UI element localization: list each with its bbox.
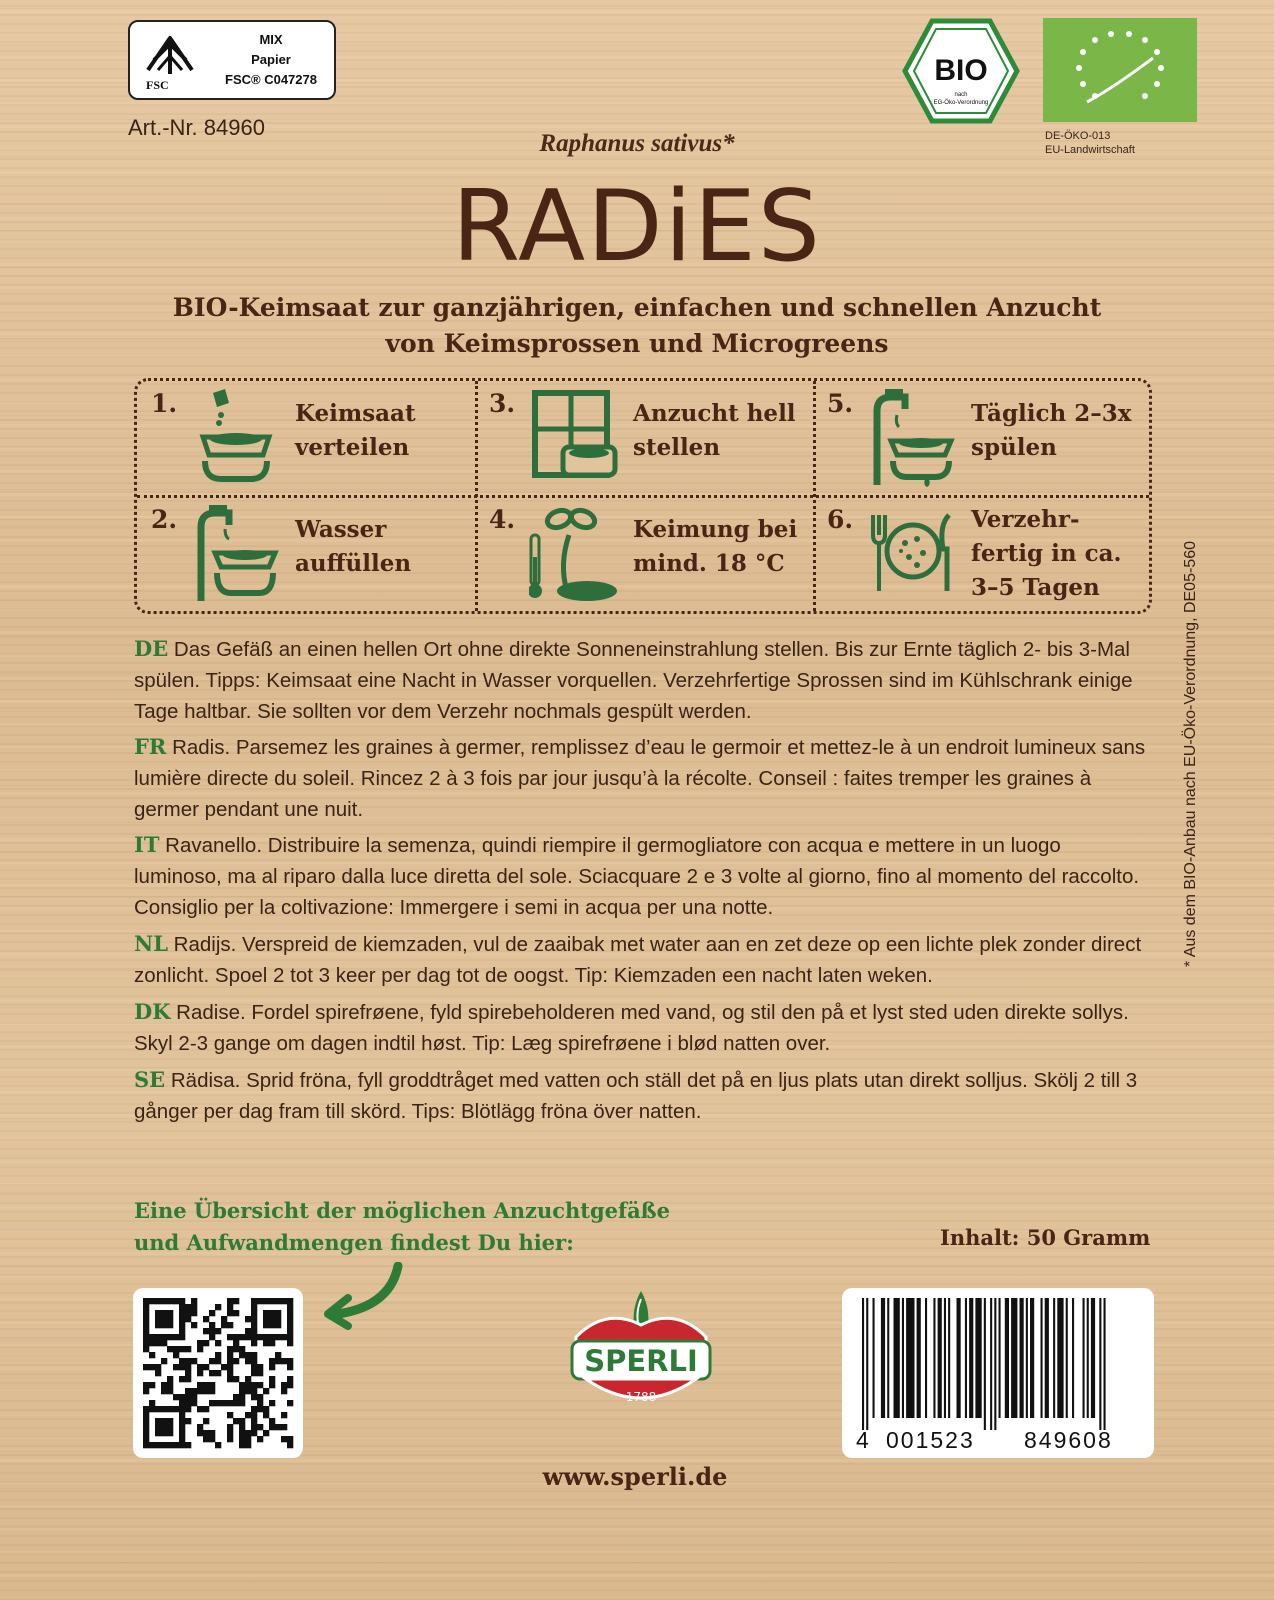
bio-seal-text: BIO [934,54,988,87]
arrow-icon [318,1262,408,1332]
step-6 [813,497,1151,612]
website-link[interactable]: www.sperli.de [542,1462,728,1491]
step-4 [475,497,813,612]
product-title: RADiES [452,170,822,284]
step-text: Wasser auffüllen [295,516,412,577]
overview-note-line1: Eine Übersicht der möglichen Anzuchtgefäße [134,1198,671,1223]
step-5 [813,381,1151,496]
barcode-digits-right: 849608 [1024,1427,1113,1453]
bio-seal-verordnung: EG-Öko-Verordnung [933,100,989,106]
lang-paragraph-fr [134,731,1154,825]
step-number: 6. [827,505,854,534]
window-bowl-icon [529,389,619,489]
barcode-bars-icon [842,1288,1154,1458]
lang-text: Ravanello. Distribuire la semenza, quindi riempire il germogliatore con acqua e mettere in un luogo luminoso, ma al riparo dalla luce diretta del sole. Sciacquare 2 e 3 volte al giorno, fino al momento del raccolto. Consiglio per la coltivazione: Immergere i semi in acqua per una notte. [134,834,1140,919]
step-text: Täglich 2–3x spülen [971,400,1132,461]
fsc-mix: MIX [259,32,283,47]
fsc-short: FSC [146,78,169,92]
step-2 [137,497,475,612]
barcode-digit-1: 4 [856,1427,869,1453]
step-text: Keimung bei mind. 18 °C [633,516,798,577]
bio-seal-icon [902,18,1020,124]
qr-code[interactable] [133,1288,303,1458]
barcode-digits-left: 001523 [886,1427,975,1453]
step-number: 2. [151,505,178,534]
latin-name: Raphanus sativus* [539,130,735,157]
barcode [842,1288,1154,1458]
article-number: Art.-Nr. 84960 [128,115,265,140]
fsc-label [128,20,336,100]
step-number: 5. [827,389,854,418]
lang-paragraph-dk [134,996,1154,1059]
lang-paragraph-it [134,829,1154,923]
step-3 [475,381,813,496]
step-1 [137,381,475,496]
step-text: Keimsaat verteilen [295,400,416,461]
steps-grid [134,378,1152,614]
eu-label-origin: EU-Landwirtschaft [1045,144,1135,156]
tap-rinse-icon [867,389,957,489]
lang-code: IT [134,832,160,857]
fsc-code: FSC® C047278 [225,72,317,87]
organic-origin-note [1176,490,1206,1018]
sperli-logo-text: SPERLI [584,1344,698,1378]
lang-text: Radise. Fordel spirefrøene, fyld spirebeholderen med vand, og stil den på et lyst sted uden direkte sollys. Skyl 2-3 gange om dagen indtil høst. Tip: Læg spirefrøene i blød natten over. [134,1001,1129,1055]
lang-code: FR [134,734,167,759]
lang-text: Das Gefäß an einen hellen Ort ohne direkte Sonneneinstrahlung stellen. Bis zur Ernte täglich 2- bis 3-Mal spülen. Tipps: Keimsaat eine Nacht in Wasser vorquellen. Verzehrfertige Sprossen sind im Kühlschrank einige Tage haltbar. Sie sollten vor dem Verzehr nochmals gespült werden. [134,638,1133,723]
lang-code: DE [134,636,169,661]
eu-organic-leaf-icon [1043,18,1197,122]
lang-paragraph-se [134,1064,1154,1127]
seed-bowl-icon [191,389,281,489]
sprout-thermometer-icon [529,505,619,605]
step-text: Verzehr-fertig in ca. 3–5 Tagen [971,506,1122,601]
eu-label-code: DE-ÖKO-013 [1045,130,1111,142]
lang-code: SE [134,1067,166,1092]
sperli-year: 1788 [625,1390,657,1404]
plate-cutlery-icon [867,505,957,605]
organic-origin-text: * Aus dem BIO-Anbau nach EU-Öko-Verordnung, DE05-560 [1182,540,1199,968]
lang-text: Radis. Parsemez les graines à germer, remplissez d’eau le germoir et mettez-le à un endroit lumineux sans lumière directe du soleil. Rincez 2 à 3 fois par jour jusqu’à la récolte. Conseil : faites tremper les graines à germer pendant une nuit. [134,736,1146,821]
step-text: Anzucht hell stellen [633,400,796,461]
lang-code: NL [134,931,168,956]
lang-paragraph-nl [134,928,1154,991]
content-weight: Inhalt: 50 Gramm [940,1225,1151,1250]
fsc-papier: Papier [251,52,291,67]
tap-fill-icon [191,505,281,605]
lang-text: Radijs. Verspreid de kiemzaden, vul de zaaibak met water aan en zet deze op een lichte plek zonder direct zonlicht. Spoel 2 tot 3 keer per dag tot de oogst. Tip: Kiemzaden een nacht laten weken. [134,933,1142,987]
overview-note [134,1195,670,1259]
lang-text: Rädisa. Sprid fröna, fyll groddtråget med vatten och ställ det på en ljus plats utan direkt solljus. Skölj 2 till 3 gånger per dag fram till skörd. Tips: Blötlägg fröna över natten. [134,1069,1138,1123]
sperli-logo [566,1285,716,1420]
overview-note-line2: und Aufwandmengen findest Du hier: [134,1230,574,1255]
product-subtitle: BIO-Keimsaat zur ganzjährigen, einfachen und schnellen Anzucht von Keimsprossen und Microgreens [172,293,1102,358]
qr-code-icon [133,1288,303,1458]
lang-paragraph-de [134,633,1154,727]
bio-seal-nach: nach [954,92,968,98]
step-number: 3. [489,389,516,418]
step-number: 1. [151,389,178,418]
step-number: 4. [489,505,516,534]
lang-code: DK [134,999,171,1024]
